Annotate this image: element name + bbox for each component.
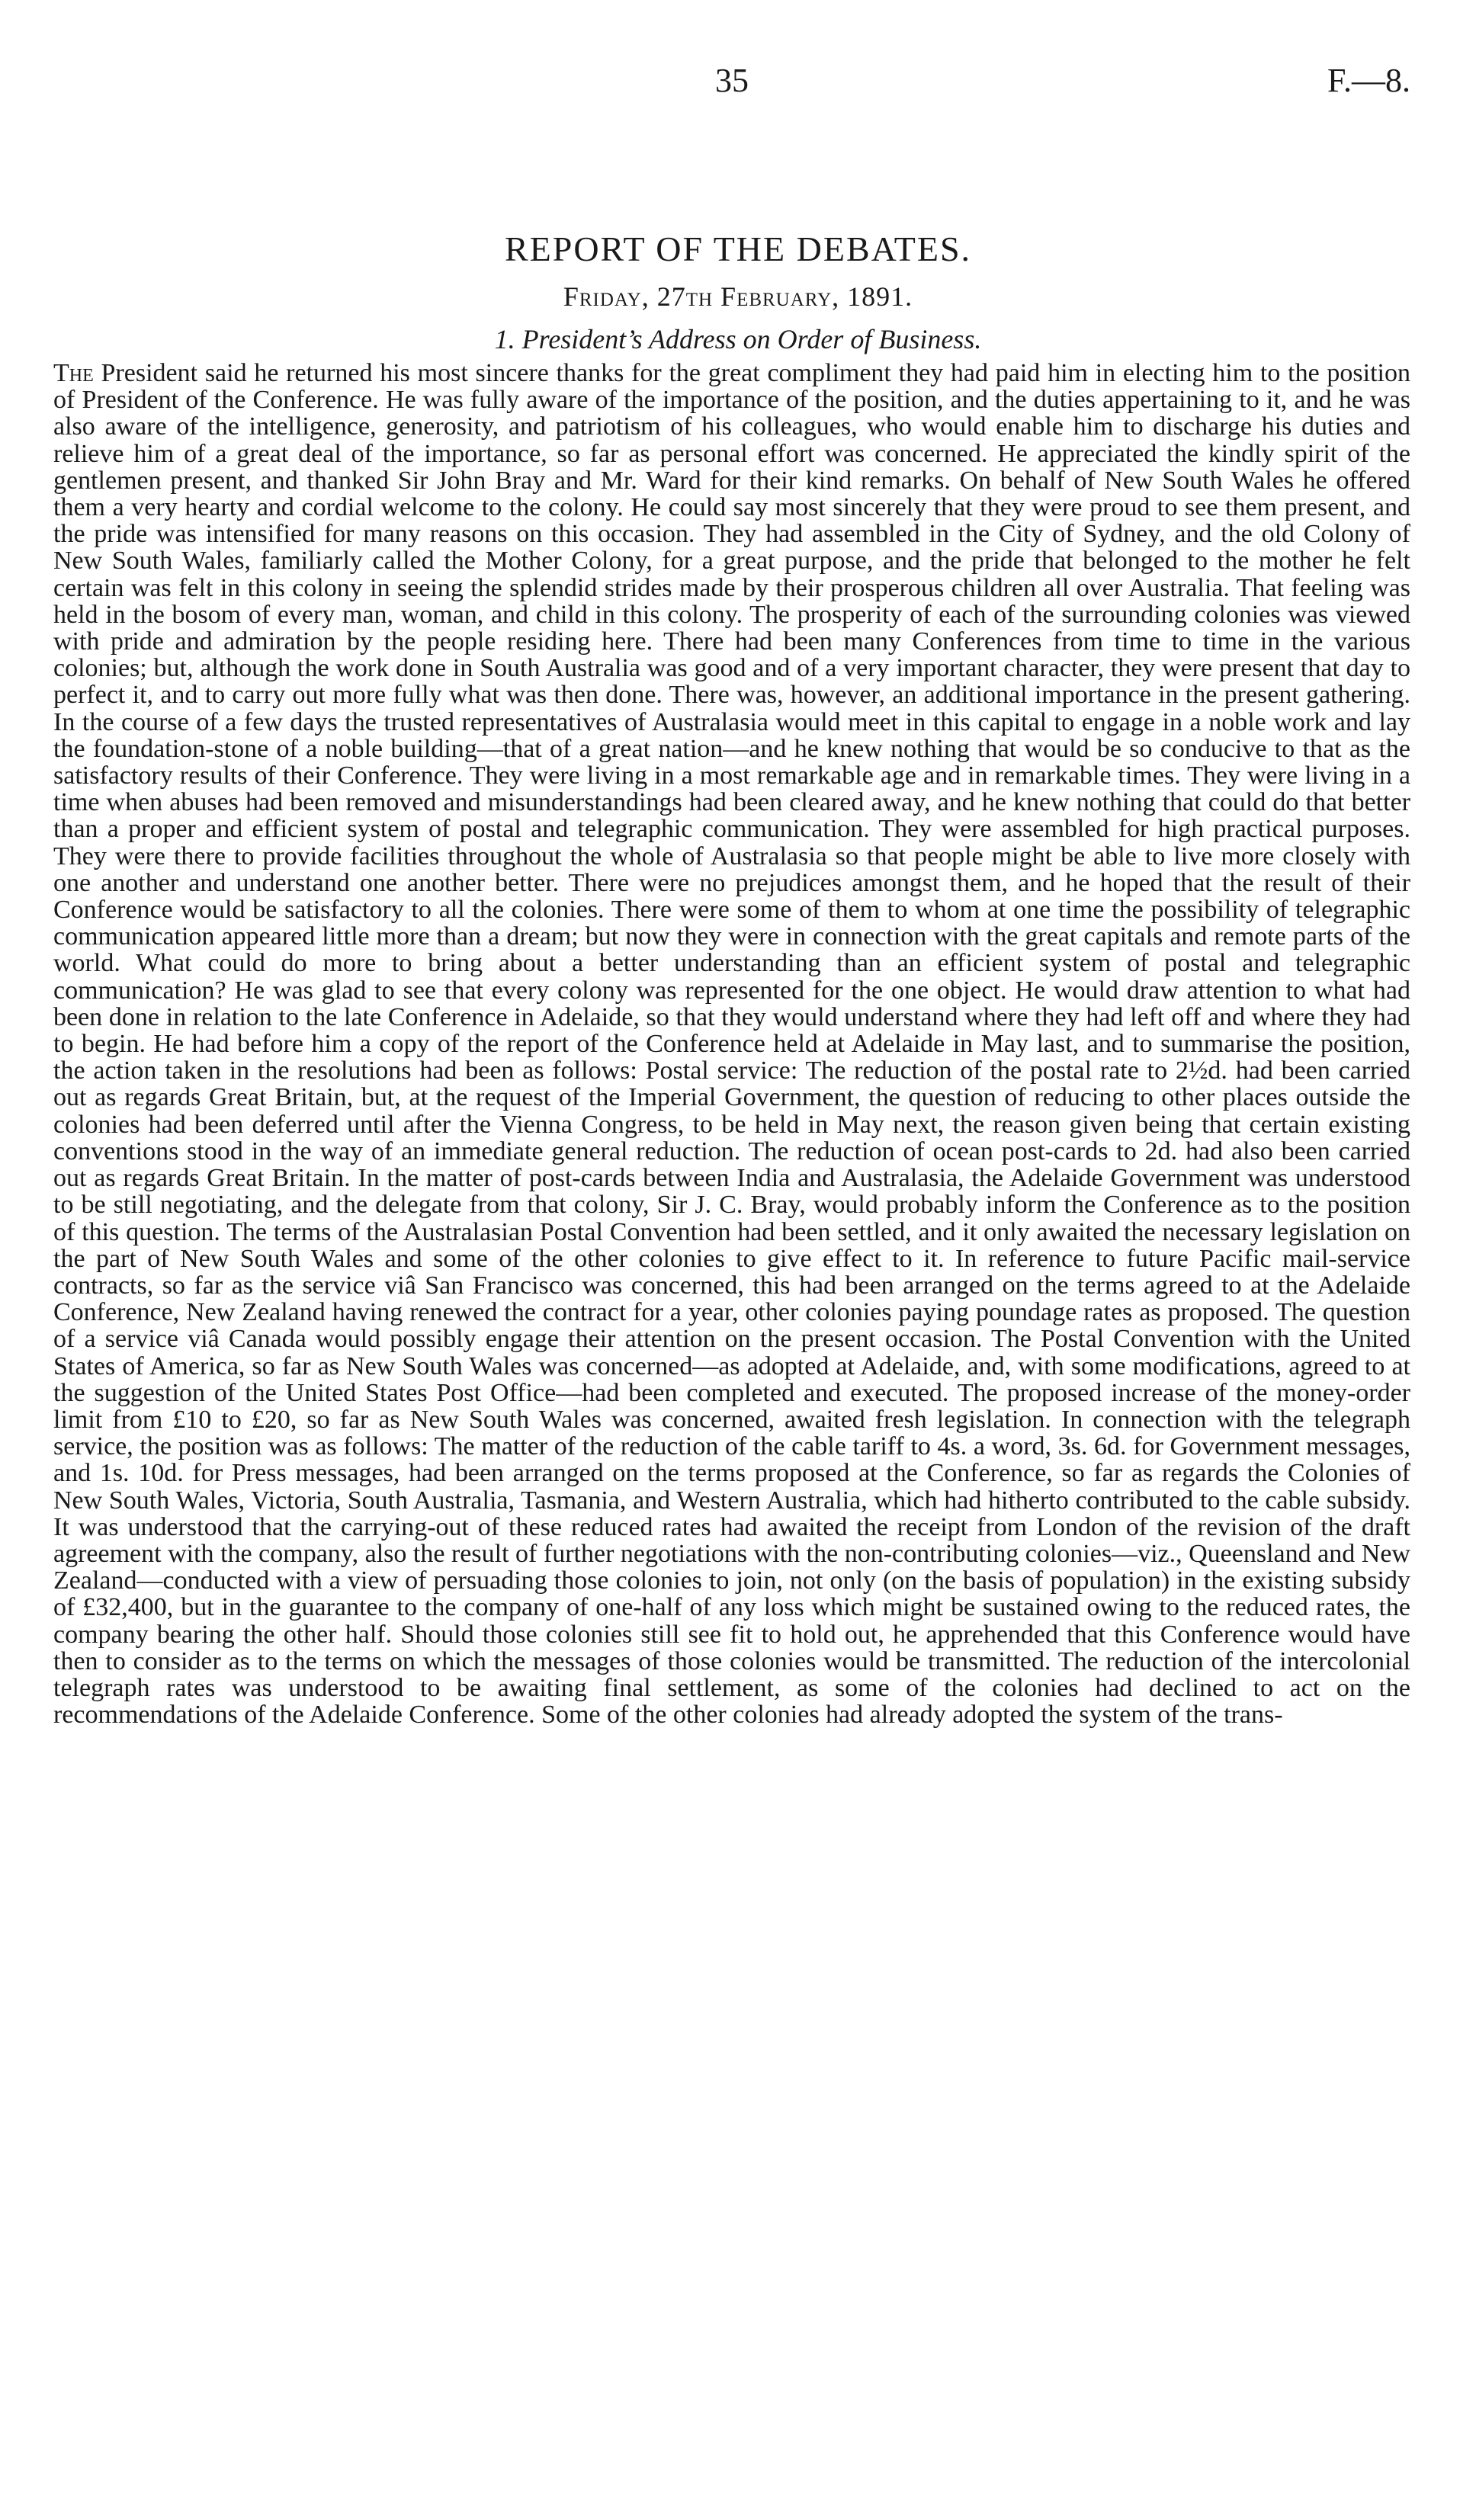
body-text: President said he returned his most sincere thanks for the great compliment they had paid him in electing him to the position of President of the Conference. He was fully aware of the importance of the position, and the duties appertaining to it, and he was also aware of the intelligence, generosity, and patriotism of his colleagues, who would enable him to discharge his duties and relieve him of a great deal of the importance, so far as personal effort was concerned. He appreciated the kindly spirit of the gentlemen present, and thanked Sir John Bray and Mr. Ward for their kind remarks. On behalf of New South Wales he offered them a very hearty and cordial welcome to the colony. He could say most sincerely that they were proud to see them present, and the pride was intensified for many reasons on this occasion. They had assembled in the City of Sydney, and the old Colony of New South Wales, familiarly called the Mother Colony, for a great purpose, and the pride that belonged to the mother he felt certain was felt in this colony in seeing the splendid strides made by their prosperous children all over Australia. That feeling was held in the bosom of every man, woman, and child in this colony. The prosperity of each of the surrounding colonies was viewed with pride and admiration by the people residing here. There had been many Conferences from time to time in the various colonies; but, although the work done in South Australia was good and of a very important character, they were present that day to perfect it, and to carry out more fully what was then done. There was, however, an additional importance in the present gathering. In the course of a few days the trusted representatives of Australasia would meet in this capital to engage in a noble work and lay the foundation-stone of a noble building—that of a great nation—and he knew nothing that would be so conducive to that as the satisfactory results of their Conference. They were living in a most remarkable age and in remarkable times. They were living in a time when abuses had been removed and misunderstandings had been cleared away, and he knew nothing that could do that better than a proper and efficient system of postal and telegraphic communication. They were assembled for high practical purposes. They were there to provide facilities throughout the whole of Australasia so that people might be able to live more closely with one another and understand one another better. There were no prejudices amongst them, and he hoped that the result of their Conference would be satisfactory to all the colonies. There were some of them to whom at one time the possibility of telegraphic communication appeared little more than a dream; but now they were in connection with the great capitals and remote parts of the world. What could do more to bring about a better understanding than an efficient system of postal and telegraphic communication? He was glad to see that every colony was represented for the one object. He would draw attention to what had been done in relation to the late Conference in Adelaide, so that they would understand where they had left off and where they had to begin. He had before him a copy of the report of the Conference held at Adelaide in May last, and to summarise the position, the action taken in the resolutions had been as follows: Postal service: The reduction of the postal rate to 2½d. had been carried out as regards Great Britain, but, at the request of the Imperial Government, the question of reducing to other places outside the colonies had been deferred until after the Vienna Congress, to be held in May next, the reason given being that certain existing conventions stood in the way of an immediate general reduction. The reduction of ocean post-cards to 2d. had also been carried out as regards Great Britain. In the matter of post-cards between India and Australasia, the Adelaide Government was understood to be still negotiating, and the delegate from that colony, Sir J. C. Bray, would probably inform the Conference as to the position of this question. The terms of the Australasian Postal Convention had been settled, and it only awaited the necessary legislation on the part of New South Wales and some of the other colonies to give effect to it. In reference to future Pacific mail-service contracts, so far as the service viâ San Francisco was concerned, this had been arranged on the terms agreed to at the Adelaide Conference, New Zealand having renewed the contract for a year, other colonies paying poundage rates as proposed. The question of a service viâ Canada would possibly engage their attention on the present occasion. The Postal Convention with the United States of America, so far as New South Wales was concerned—as adopted at Adelaide, and, with some modifications, agreed to at the suggestion of the United States Post Office—had been completed and executed. The proposed increase of the money-order limit from £10 to £20, so far as New South Wales was concerned, awaited fresh legislation. In connection with the telegraph service, the position was as follows: The matter of the reduction of the cable tariff to 4s. a word, 3s. 6d. for Government messages, and 1s. 10d. for Press messages, had been arranged on the terms proposed at the Conference, so far as regards the Colonies of New South Wales, Victoria, South Australia, Tasmania, and Western Australia, which had hitherto contributed to the cable subsidy. It was understood that the carrying-out of these reduced rates had awaited the receipt from London of the revision of the draft agreement with the company, also the result of further negotiations with the non-contributing colonies—viz., Queensland and New Zealand—conducted with a view of persuading those colonies to join, not only (on the basis of population) in the existing subsidy of £32,400, but in the guarantee to the company of one-half of any loss which might be sustained owing to the reduced rates, the company bearing the other half. Should those colonies still see fit to hold out, he apprehended that this Conference would have then to consider as to the terms on which the messages of those colonies would be transmitted. The reduction of the intercolonial telegraph rates was understood to be awaiting final settlement, as some of the colonies had declined to act on the recommendations of the Adelaide Conference. Some of the other colonies had already adopted the system of the trans- (53, 359, 1410, 1730)
section-heading: 1. President’s Address on Order of Business. (494, 324, 982, 354)
page-header (53, 61, 1410, 107)
body-paragraph (53, 360, 1410, 1728)
lead-word: The (53, 359, 94, 387)
report-title: REPORT OF THE DEBATES. (504, 229, 972, 268)
page-number: 35 (715, 62, 749, 99)
document-code: F.—8. (1327, 62, 1410, 99)
report-date: Friday, 27th February, 1891. (563, 281, 913, 312)
